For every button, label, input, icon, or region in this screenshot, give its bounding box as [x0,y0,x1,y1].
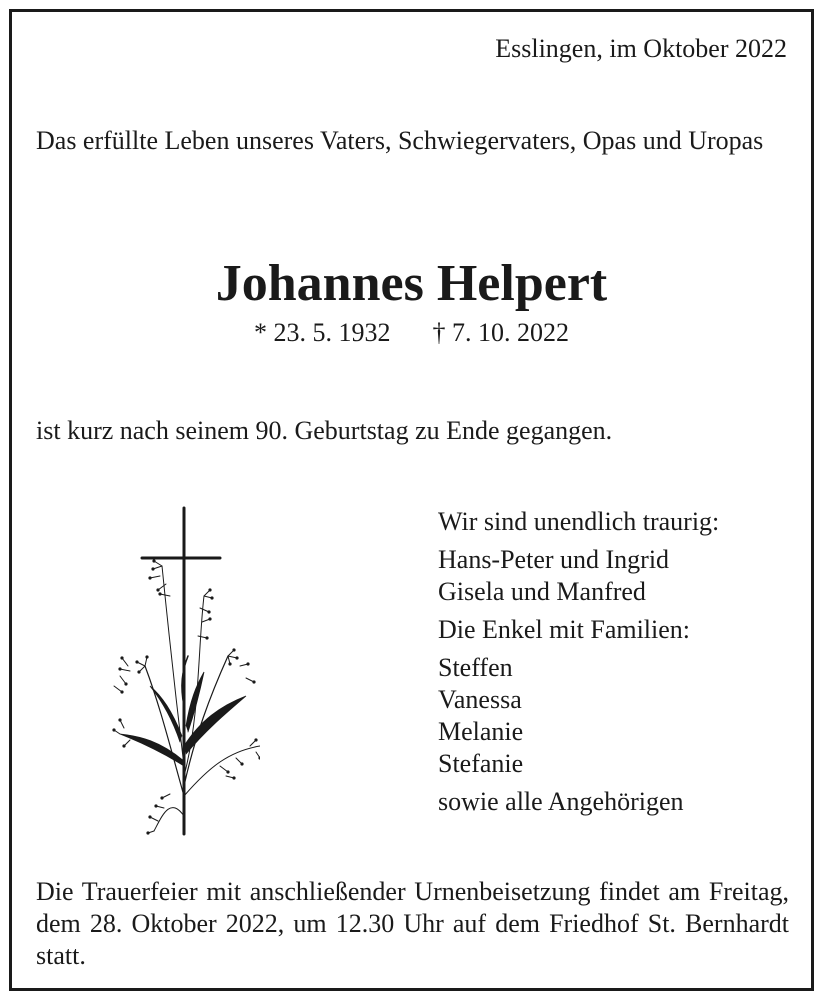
mourners-heading: Wir sind unendlich traurig: [438,507,720,536]
mourners-block [438,506,798,818]
death-date: † 7. 10. 2022 [432,318,569,347]
ceremony-text: Die Trauerfeier mit anschließender Urnenbeisetzung findet am Freitag, dem 28. Oktober 2022, um 12.30 Uhr auf dem Friedhof St. Bernhardt statt. [36,877,789,970]
grandchildren-heading: Die Enkel mit Familien: [438,615,691,644]
life-dates [12,318,811,348]
passed-text: ist kurz nach seinem 90. Geburtstag zu Ende gegangen. [36,416,613,445]
cross-with-flowers-icon [100,496,260,836]
list-item: Stefanie [438,749,524,778]
deceased-name: Johannes Helpert [215,255,608,312]
list-item: Gisela und Manfred [438,577,646,606]
grandchildren-list [438,652,798,780]
mourners-closing: sowie alle Angehörigen [438,787,684,816]
place-date: Esslingen, im Oktober 2022 [495,34,787,63]
intro-text: Das erfüllte Leben unseres Vaters, Schwiegervaters, Opas und Uropas [36,126,764,155]
children-list [438,544,798,608]
list-item: Steffen [438,653,513,682]
list-item: Melanie [438,717,524,746]
obituary-frame [9,9,814,991]
list-item: Hans-Peter und Ingrid [438,545,670,574]
birth-date: * 23. 5. 1932 [254,318,391,347]
list-item: Vanessa [438,685,522,714]
